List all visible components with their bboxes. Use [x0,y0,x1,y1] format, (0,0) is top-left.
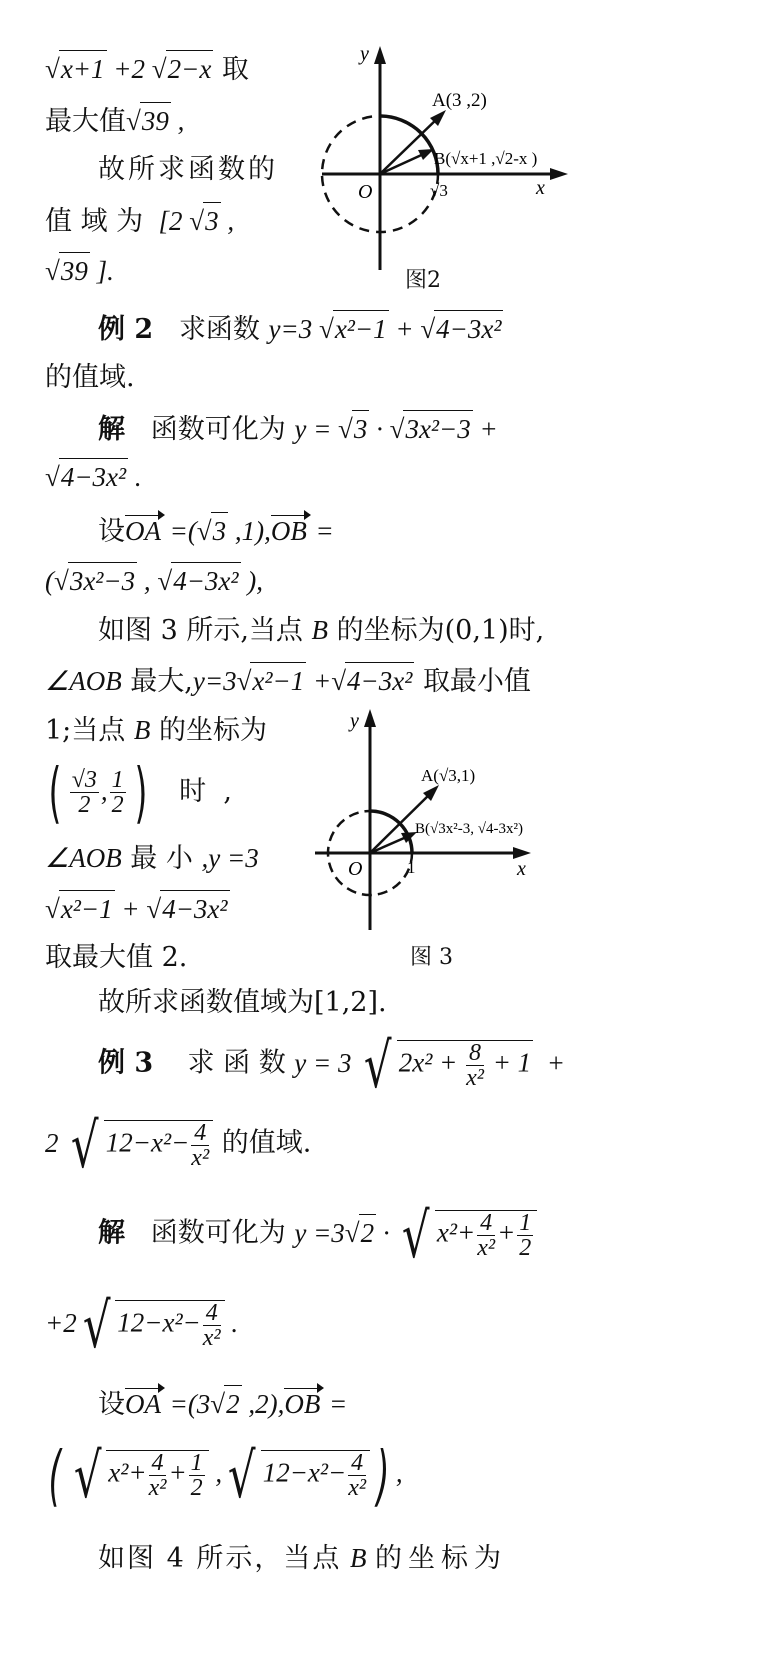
frac-sqrt3-over-2: $\frac{√3}{2}$ [71,767,97,818]
line-1 [45,50,249,88]
math-sqrt-x1: √x+1 +2 √2−x [45,54,213,84]
example-2-line [98,310,503,348]
text-range-is: 值 域 为 [45,206,144,237]
set-vectors-2: 设OA =(√3 ,1),OB = [98,512,334,550]
text-fig3-pre: 如图 3 所示,当点 [98,615,303,646]
text-min-tail: 取最小值 [422,666,531,697]
line-4 [45,202,234,240]
example-3-question: 求 函 数 [187,1047,286,1079]
vector-OA-3: OA [125,1389,161,1419]
line-3 [98,152,278,188]
text-set-3: 设 [98,1389,125,1420]
conclusion-2 [98,985,387,1021]
fig3-line-4: ( $\frac{√3}{2}$ , $\frac{1}{2}$ ) 时 , [48,753,232,831]
fig2-label-x: x [536,177,545,199]
solution-2-cont [45,458,142,496]
text-zui-xiao: 最 小 [130,843,193,874]
fig3-label-tick: 1 [407,858,416,877]
text-ex2-tail: 的值域. [45,362,135,393]
solution-text: 函数可化为 [150,414,286,445]
solution-3-text: 函数可化为 [150,1217,286,1249]
fig3-label-A: A(√3,1) [421,766,476,785]
text-fig4-tail: 的坐标为 [375,1543,508,1574]
text-conclusion-intro: 故所求函数的 [98,154,278,185]
fig2-label-B: B(√x+1 ,√2-x ) [434,149,538,168]
solution-3-line [98,1198,537,1272]
math-ex3-cont: 2 √ 12−x²− $\frac{4}{\text{x²}}$ [45,1128,213,1158]
math-sol2: y = √3 · √3x²−3 + [294,414,497,444]
text-coord-is: 的坐标为 [158,715,267,746]
fig3-line-3: 1;当点 B 的坐标为 [45,715,267,746]
example-3-cont [45,1108,312,1182]
text-conclusion-2: 故所求函数值域为[1,2]. [98,987,387,1018]
fig3-label-B: B(√3x²-3, √4-3x²) [415,821,523,837]
example-2-label: 例 2 [98,314,154,345]
line-2 [45,102,184,140]
math-sum-2: √x²−1 + √4−3x² [45,894,230,924]
fig2-label-y: y [360,43,369,65]
fig3-label-x: x [517,858,526,880]
fig3-y-arrow [364,709,376,727]
math-y-expr: y=3√x²−1 +√4−3x² [193,666,414,696]
text-qu: 取 [221,54,249,85]
math-angle-AOB-2: ∠AOB [45,843,122,873]
fig3-line-2 [45,662,531,700]
fig3-caption: 图 3 [410,945,453,970]
math-OB-coords: (√3x²−3 , √4−3x² ), [45,566,263,596]
fig3-line-1: 如图 3 所示,当点 B 的坐标为(0,1)时, [98,615,545,646]
example-2-question: 求函数 [178,314,260,345]
fig2-arrow-B [418,149,434,160]
math-ex2-func: y=3 √x²−1 + √4−3x² [269,314,504,344]
fig3-line-6 [45,890,230,928]
fig2-y-arrow [374,46,386,64]
fig2-label-O: O [358,181,373,203]
fig4-line: 如图 4 所示，当点 B 的坐标为 [98,1543,508,1574]
example-2-tail [45,360,135,396]
math-sol3-cont: +2√ 12−x²− $\frac{4}{\text{x²}}$ . [45,1288,239,1362]
text-max-value: 最大值 [45,106,126,137]
text-set: 设 [98,516,125,547]
math-range-open: [2 √3 , [152,206,234,236]
line-5 [45,252,114,290]
math-ex3-func: y = 3 √ 2x² + $\frac{8}{\text{x²}}$ + 1 + [294,1028,565,1102]
text-take-max2: 取最大值 2. [45,942,188,973]
text-one: 1;当点 [45,715,126,746]
example-3-label: 例 3 [98,1047,154,1079]
math-range-close: √39 ]. [45,256,114,286]
math-sol3: y =3√2 · √ x²+ $\frac{4}{\text{x²}}$ + $\frac{1}{2}$ [294,1218,537,1248]
fig2-label-A: A(3 ,2) [432,90,487,111]
text-fig3-mid: 的坐标为(0,1)时, [336,615,545,646]
fig2-caption: 图2 [405,268,441,293]
solution-3-label: 解 [98,1217,125,1249]
vector-OB: OB [270,516,307,546]
vector-OB-3: OB [284,1389,321,1419]
text-shi: 时 [179,776,207,807]
solution-label: 解 [98,414,125,445]
solution-2-line [98,410,498,448]
figure-3 [295,705,595,945]
example-3-line [98,1028,565,1102]
solution-3-cont [45,1288,239,1362]
math-OB3-coords: ( √ x²+ $\frac{4}{\text{x²}}$ + $\frac{1}{2}$ ,√ 12−x²− $\frac{4}{\text{x²}}$ ) , [48,1436,403,1514]
fig3-label-O: O [348,858,363,880]
math-sol2-cont: √4−3x² . [45,462,142,492]
text-fig4: 如图 4 所示，当点 [98,1543,342,1574]
math-angle-AOB: ∠AOB [45,666,122,696]
fig3-line-7 [45,940,187,976]
text-max: 最大, [130,666,193,697]
text-ex3-tail: 的值域. [221,1127,312,1159]
set-vectors-3: 设OA =(3√2 ,2),OB = [98,1385,347,1423]
frac-1-over-2: $\frac{1}{2}$ [111,767,124,818]
fig2-label-tick: √3 [430,181,448,200]
set-vectors-2-cont [45,562,263,600]
fig2-x-arrow [550,168,568,180]
figure-2 [300,40,600,300]
vector-OA: OA [125,516,161,546]
math-sqrt39: √39 , [126,106,184,136]
fig3-line-5: ∠AOB 最 小 ,y =3 [45,843,259,874]
set-vectors-3-cont [42,1436,403,1514]
fig3-label-y: y [350,710,359,732]
